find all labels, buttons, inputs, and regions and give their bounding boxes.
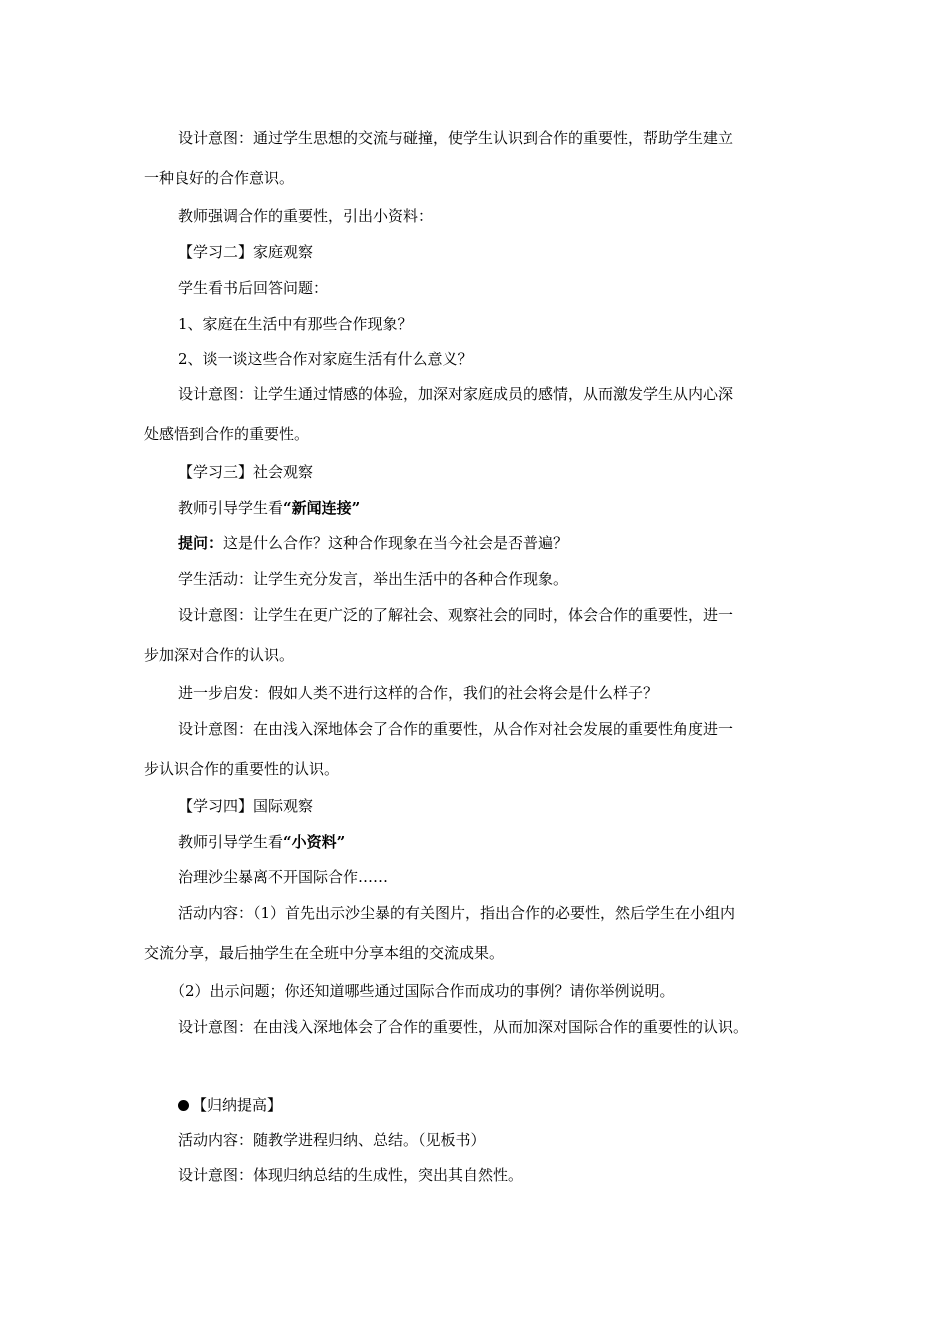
- paragraph-design-intent-5: 设计意图：在由浅入深地体会了合作的重要性，从而加深对国际合作的重要性的认识。: [178, 1018, 749, 1036]
- small-material-title: “小资料”: [283, 833, 346, 851]
- paragraph-design-intent-6: 设计意图：体现归纳总结的生成性，突出其自然性。: [178, 1166, 524, 1184]
- paragraph-summary-activity: 活动内容：随教学进程归纳、总结。（见板书）: [178, 1131, 486, 1149]
- small-material-prefix: 教师引导学生看: [178, 833, 284, 851]
- paragraph-design-intent-1-line-2: 一种良好的合作意识。: [144, 169, 295, 187]
- news-link-title: “新闻连接”: [283, 499, 361, 517]
- paragraph-design-intent-2-line-2: 处感悟到合作的重要性。: [144, 425, 310, 443]
- news-link-prefix: 教师引导学生看: [178, 499, 284, 517]
- paragraph-design-intent-3-line-2: 步加深对合作的认识。: [144, 646, 295, 664]
- paragraph-design-intent-4-line-2: 步认识合作的重要性的认识。: [144, 760, 340, 778]
- question-1: 1、家庭在生活中有那些合作现象？: [178, 315, 413, 333]
- section-heading-study-three: 【学习三】社会观察: [178, 463, 314, 481]
- paragraph-design-intent-4-line-1: 设计意图：在由浅入深地体会了合作的重要性，从合作对社会发展的重要性角度进一: [178, 720, 734, 738]
- paragraph-design-intent-3-line-1: 设计意图：让学生在更广泛的了解社会、观察社会的同时，体会合作的重要性，进一: [178, 606, 734, 624]
- bullet-icon: [178, 1100, 189, 1111]
- paragraph-students-read: 学生看书后回答问题：: [178, 279, 329, 297]
- paragraph-small-material: [178, 832, 345, 852]
- paragraph-activity-content-line-2: 交流分享，最后抽学生在全班中分享本组的交流成果。: [144, 944, 505, 962]
- paragraph-news-link: [178, 498, 360, 518]
- paragraph-teacher-emphasis: 教师强调合作的重要性，引出小资料：: [178, 207, 434, 225]
- section-heading-summary: [178, 1095, 282, 1115]
- section-heading-study-four: 【学习四】国际观察: [178, 797, 314, 815]
- paragraph-further-inspiration: 进一步启发：假如人类不进行这样的合作，我们的社会将会是什么样子？: [178, 684, 659, 702]
- paragraph-design-intent-2-line-1: 设计意图：让学生通过情感的体验，加深对家庭成员的感情，从而激发学生从内心深: [178, 385, 734, 403]
- section-heading-study-two: 【学习二】家庭观察: [178, 243, 314, 261]
- paragraph-activity-question: （2）出示问题；你还知道哪些通过国际合作而成功的事例？请你举例说明。: [170, 982, 675, 1000]
- paragraph-activity-content-line-1: 活动内容：（1）首先出示沙尘暴的有关图片，指出合作的必要性，然后学生在小组内: [178, 904, 736, 922]
- paragraph-sandstorm: 治理沙尘暴离不开国际合作……: [178, 868, 389, 886]
- paragraph-design-intent-1-line-1: 设计意图：通过学生思想的交流与碰撞，使学生认识到合作的重要性，帮助学生建立: [178, 129, 734, 147]
- question-text: 这是什么合作？这种合作现象在当今社会是否普遍？: [223, 534, 569, 552]
- paragraph-student-activity: 学生活动：让学生充分发言，举出生活中的各种合作现象。: [178, 570, 569, 588]
- summary-heading-text: 【归纳提高】: [192, 1096, 283, 1114]
- paragraph-question: [178, 533, 568, 553]
- question-2: 2、谈一谈这些合作对家庭生活有什么意义？: [178, 350, 473, 368]
- question-label: 提问：: [178, 534, 224, 552]
